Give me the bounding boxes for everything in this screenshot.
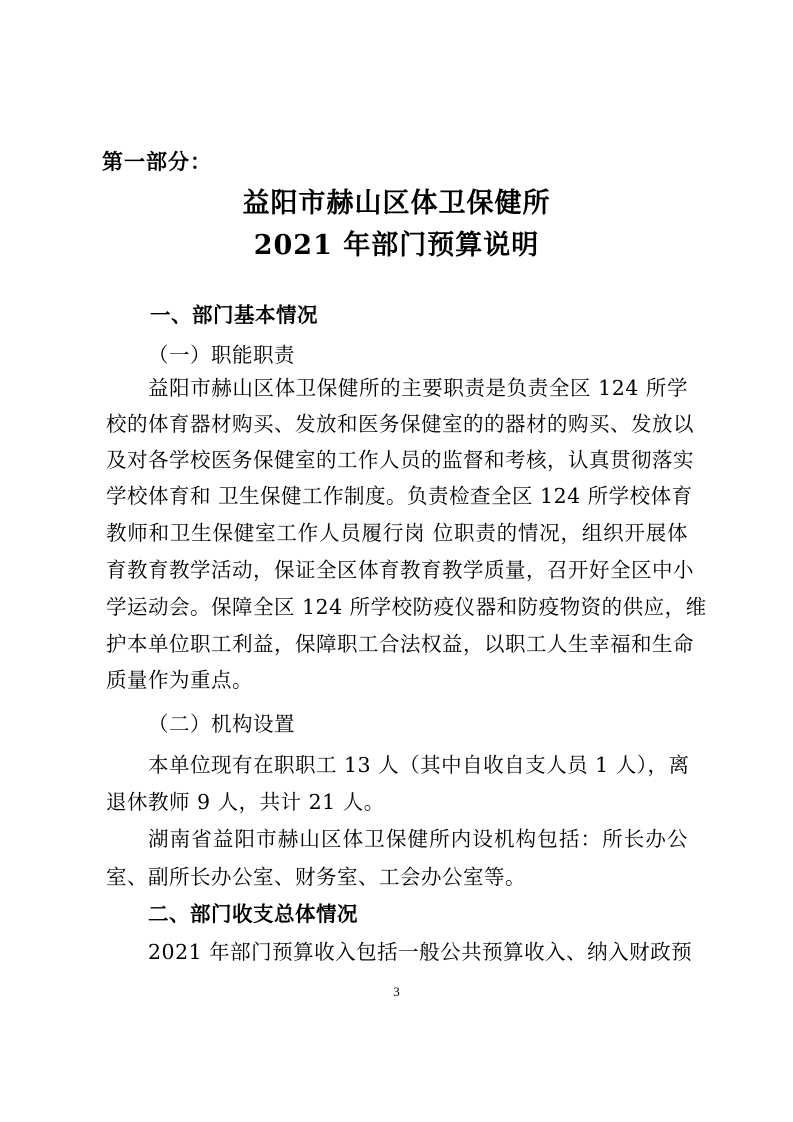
paragraph-line: 护本单位职工利益，保障职工合法权益，以职工人生幸福和生命 [106,632,694,656]
title-line-1: 益阳市赫山区体卫保健所 [242,188,551,219]
subsection-1-heading: （一）职能职责 [148,343,295,367]
paragraph-line: 教师和卫生保健室工作人员履行岗 位职责的情况，组织开展体 [106,521,688,545]
page-number: 3 [393,984,400,999]
section-1-heading: 一、部门基本情况 [150,303,318,327]
paragraph-line: 退休教师 9 人，共计 21 人。 [106,790,385,814]
part-label: 第一部分： [102,150,212,174]
section-2-heading: 二、部门收支总体情况 [148,902,358,926]
paragraph-line: 校的体育器材购买、发放和医务保健室的的器材的购买、发放以 [106,412,694,436]
paragraph-line: 益阳市赫山区体卫保健所的主要职责是负责全区 124 所学 [148,376,688,400]
paragraph-line: 2021 年部门预算收入包括一般公共预算收入、纳入财政预 [148,940,693,964]
paragraph-line: 学运动会。保障全区 124 所学校防疫仪器和防疫物资的供应，维 [106,595,707,619]
paragraph-line: 及对各学校医务保健室的工作人员的监督和考核，认真贯彻落实 [106,448,694,472]
paragraph-line: 本单位现有在职职工 13 人（其中自收自支人员 1 人），离 [148,753,690,777]
paragraph-line: 湖南省益阳市赫山区体卫保健所内设机构包括：所长办公 [148,827,688,851]
paragraph-line: 育教育教学活动，保证全区体育教育教学质量，召开好全区中小 [106,558,694,582]
paragraph-line: 室、副所长办公室、财务室、工会办公室等。 [106,865,526,889]
subsection-2-heading: （二）机构设置 [148,712,295,736]
paragraph-line: 学校体育和 卫生保健工作制度。负责检查全区 124 所学校体育 [106,484,693,508]
paragraph-line: 质量作为重点。 [106,668,253,692]
title-line-2: 2021 年部门预算说明 [253,230,540,261]
